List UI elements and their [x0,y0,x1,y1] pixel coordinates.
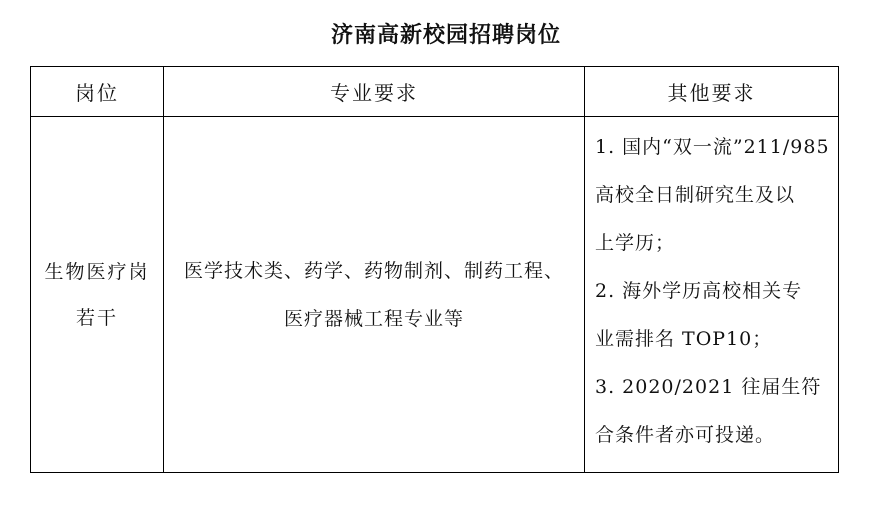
table-row [31,117,839,473]
recruitment-table [30,66,839,473]
other-line: 业需排名 TOP10； [595,328,773,350]
other-line: 高校全日制研究生及以 [595,184,796,206]
page-title: 济南高新校园招聘岗位 [330,22,561,48]
other-line: 1. 国内“双一流”211/985 [595,136,830,158]
header-major-requirements: 专业要求 [164,67,585,117]
other-line: 合条件者亦可投递。 [595,424,776,446]
cell-position [31,117,164,473]
other-line: 3. 2020/2021 往届生符 [595,376,822,398]
cell-major-requirements [164,117,585,473]
table-header-row [31,67,839,117]
cell-other-requirements [585,117,839,473]
header-position: 岗位 [31,67,164,117]
major-line: 医学技术类、药学、药物制剂、制药工程、 [183,259,564,282]
other-line: 上学历； [595,232,676,254]
major-line: 医疗器械工程专业等 [283,307,464,330]
position-line: 生物医疗岗 [44,260,150,283]
header-other-requirements: 其他要求 [585,67,839,117]
position-line: 若干 [75,306,118,329]
other-line: 2. 海外学历高校相关专 [595,280,803,302]
